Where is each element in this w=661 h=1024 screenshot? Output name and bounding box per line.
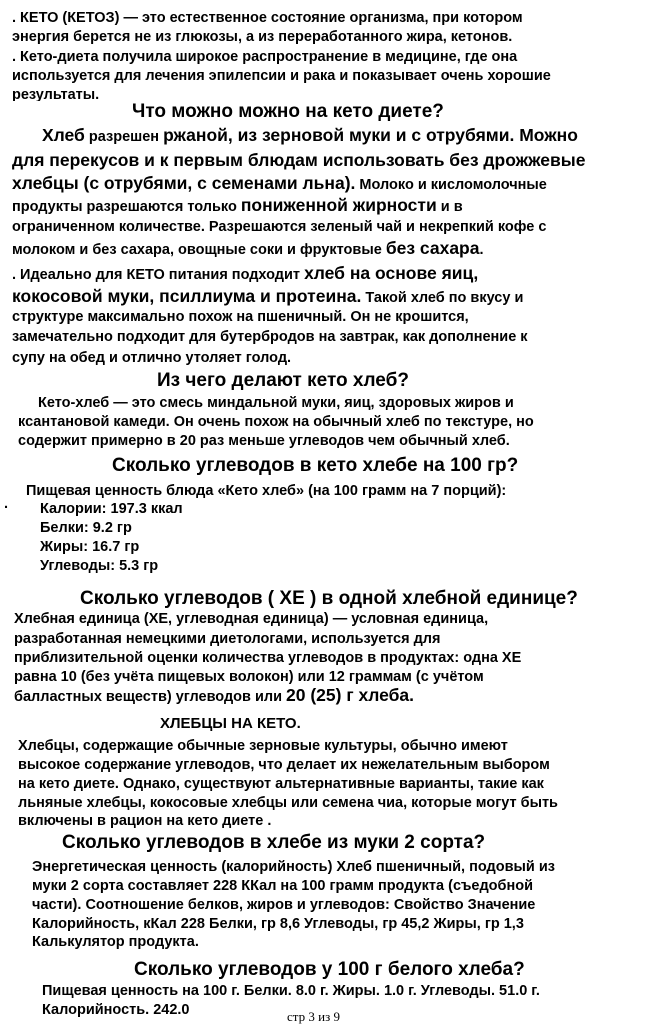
s5-line-3: на кето диете. Однако, существуют альтернативные варианты, такие как — [18, 776, 544, 792]
s6-line-3: части). Соотношение белков, жиров и углеводов: Свойство Значение — [32, 897, 536, 913]
s4-line-2: разработанная немецкими диетологами, используется для — [14, 631, 441, 647]
s1-line-6: молоком и без сахара, овощные соки и фруктовые без сахара. — [12, 238, 484, 258]
s1-line-7: . Идеально для КЕТО питания подходит хлеб на основе яиц, — [12, 263, 479, 283]
s1-line-8: кокосовой муки, псиллиума и протеина. Такой хлеб по вкусу и — [12, 286, 524, 306]
s4-line-5: балластных веществ) углеводов или 20 (25) г хлеба. — [14, 686, 415, 705]
s5-line-2: высокое содержание углеводов, что делает их нежелательным выбором — [18, 757, 550, 773]
s4-line-1: Хлебная единица (ХЕ, углеводная единица) — условная единица, — [14, 611, 489, 627]
heading-white-bread: Сколько углеводов у 100 г белого хлеба? — [134, 959, 525, 980]
s1-line-5: ограниченном количестве. Разрешаются зеленый чай и некрепкий кофе с — [12, 219, 547, 235]
s2-line-3: содержит примерно в 20 раз меньше углеводов чем обычный хлеб. — [18, 433, 510, 449]
s5-line-1: Хлебцы, содержащие обычные зерновые культуры, обычно имеют — [18, 738, 508, 754]
nutrition-item-calories: Калории: 197.3 ккал — [40, 501, 183, 517]
intro-line-4: используется для лечения эпилепсии и рака и показывает очень хорошие — [12, 68, 551, 84]
nutrition-item-carbs: Углеводы: 5.3 гр — [40, 558, 159, 574]
heading-crispbread-keto: ХЛЕБЦЫ НА КЕТО. — [160, 715, 301, 732]
s1-line-2: для перекусов и к первым блюдам использовать без дрожжевые — [12, 150, 586, 170]
s7-line-2: Калорийность. 242.0 — [42, 1002, 190, 1018]
bullet-marker: · — [4, 500, 9, 516]
s5-line-5: включены в рацион на кето диете . — [18, 813, 272, 829]
nutrition-item-fat: Жиры: 16.7 гр — [40, 539, 140, 555]
s6-line-1: Энергетическая ценность (калорийность) Хлеб пшеничный, подовый из — [32, 859, 555, 875]
s7-line-1: Пищевая ценность на 100 г. Белки. 8.0 г. Жиры. 1.0 г. Углеводы. 51.0 г. — [42, 983, 540, 999]
s6-line-2: муки 2 сорта составляет 228 ККал на 100 грамм продукта (съедобной — [32, 878, 534, 894]
s1-line-9: структуре максимально похож на пшеничный. Он не крошится, — [12, 309, 469, 325]
s1-line-3: хлебцы (с отрубями, с семенами льна). Молоко и кисломолочные — [12, 173, 547, 193]
intro-line-3: . Кето-диета получила широкое распространение в медицине, где она — [12, 49, 518, 65]
nutrition-item-protein: Белки: 9.2 гр — [40, 520, 132, 536]
s3-intro-line: Пищевая ценность блюда «Кето хлеб» (на 100 грамм на 7 порций): — [26, 483, 507, 499]
s2-line-2: ксантановой камеди. Он очень похож на обычный хлеб по текстуре, но — [18, 414, 534, 430]
heading-carbs-keto-bread: Сколько углеводов в кето хлебе на 100 гр? — [112, 455, 519, 476]
s1-line-11: супу на обед и отлично утоляет голод. — [12, 350, 292, 366]
s4-line-3: приблизительной оценки количества углеводов в продуктах: одна ХЕ — [14, 650, 522, 666]
heading-what-allowed: Что можно можно на кето диете? — [132, 101, 444, 122]
intro-line-1: . КЕТО (КЕТОЗ) — это естественное состояние организма, при котором — [12, 10, 523, 26]
s1-line-4: продукты разрешаются только пониженной жирности и в — [12, 195, 463, 215]
page-number: стр 3 из 9 — [287, 1009, 340, 1024]
s1-line-10: замечательно подходит для бутербродов на завтрак, как дополнение к — [12, 329, 528, 345]
s1-line-1: Хлеб разрешен ржаной, из зерновой муки и с отрубями. Можно — [42, 125, 578, 145]
s2-line-1: Кето-хлеб — это смесь миндальной муки, яиц, здоровых жиров и — [38, 395, 514, 411]
heading-second-grade-flour: Сколько углеводов в хлебе из муки 2 сорта? — [62, 832, 486, 853]
intro-line-2: энергия берется не из глюкозы, а из переработанного жира, кетонов. — [12, 29, 513, 45]
intro-line-5: результаты. — [12, 87, 100, 101]
s5-line-4: льняные хлебцы, кокосовые хлебцы или семена чиа, которые могут быть — [18, 795, 558, 811]
heading-bread-unit: Сколько углеводов ( ХЕ ) в одной хлебной единице? — [80, 588, 578, 609]
s6-line-5: Калькулятор продукта. — [32, 934, 199, 950]
s4-line-4: равна 10 (без учёта пищевых волокон) или 12 граммам (с учётом — [14, 669, 484, 685]
heading-what-made-of: Из чего делают кето хлеб? — [157, 370, 409, 391]
s6-line-4: Калорийность, кКал 228 Белки, гр 8,6 Углеводы, гр 45,2 Жиры, гр 1,3 — [32, 916, 524, 932]
